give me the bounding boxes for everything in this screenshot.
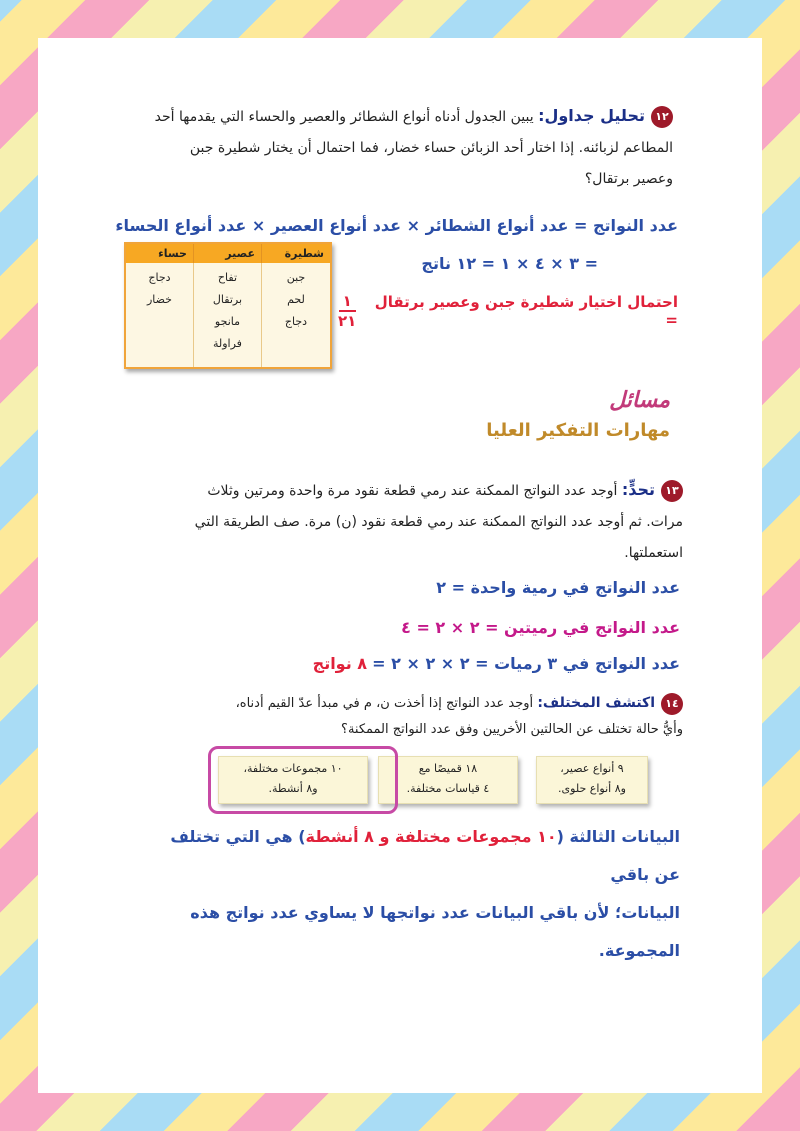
q13-answer1: عدد النواتج في رمية واحدة = ٢ (436, 578, 680, 597)
q14-answer-part1: البيانات الثالثة ( (556, 827, 680, 846)
q14-card-1-line2: و٨ أنواع حلوى. (558, 782, 626, 795)
q14-answer-highlight: ١٠ مجموعات مختلفة و ٨ أنشطة (305, 827, 557, 846)
food-table-col-juice (193, 263, 261, 368)
q14-card-2-line2: ٤ قياسات مختلفة. (406, 782, 490, 795)
q14-answer-line1 (146, 818, 680, 894)
q14-card-2-line1: ١٨ قميصًا مع (418, 762, 478, 775)
table-cell: دجاج (284, 315, 308, 328)
q13-text-line3: استعملتها. (624, 545, 683, 561)
section-subtitle: مهارات التفكير العليا (486, 420, 670, 441)
table-cell: فراولة (212, 337, 242, 350)
q13-line1 (98, 474, 683, 507)
q12-text-line2: المطاعم لزبائنه. إذا اختار أحد الزبائن حساء خضار، فما احتمال أن يختار شطيرة جبن (189, 140, 673, 156)
q12-prob-denominator: ٢١ (338, 312, 357, 330)
q14-answer (146, 818, 680, 970)
q14-text-line1: أوجد عدد النواتج إذا أخذت ن، م في مبدأ عدّ القيم أدناه، (235, 696, 534, 711)
food-table-header-sandwich: شطيرة (261, 243, 331, 263)
q14-title: اكتشف المختلف: (537, 695, 655, 711)
q14-card-3-line2: و٨ أنشطة. (268, 782, 318, 795)
food-table-row (125, 263, 331, 368)
q14-answer-line2: البيانات؛ لأن باقي البيانات عدد نواتجها لا يساوي عدد نواتج هذه المجموعة. (190, 903, 680, 960)
q14-card-2 (378, 756, 518, 804)
q14-text-line2: وأيُّ حالة تختلف عن الحالتين الأخريين وفق عدد النواتج الممكنة؟ (341, 722, 683, 737)
q14-line1 (188, 690, 683, 717)
q13-title: تحدٍّ: (621, 480, 655, 499)
q12-number-badge: ١٢ (651, 106, 673, 128)
q14-number-badge: ١٤ (661, 693, 683, 715)
table-cell: لحم (287, 293, 305, 306)
q13-block (98, 474, 683, 569)
q13-answer3 (238, 654, 680, 673)
table-cell: دجاج (148, 271, 171, 284)
table-cell: خضار (146, 293, 172, 306)
q13-answer3-main: عدد النواتج في ٣ رميات = ٢ × ٢ × ٢ = (372, 654, 680, 673)
q14-answer-highlight-box (208, 746, 398, 814)
food-table-col-soup (125, 263, 193, 368)
q12-probability (338, 292, 678, 330)
table-cell: جبن (286, 271, 306, 284)
q14-answer-part2: ) هي التي تختلف عن باقي (170, 827, 680, 884)
food-table (124, 242, 332, 369)
q12-answer-line1: عدد النواتج = عدد أنواع الشطائر × عدد أنواع العصير × عدد أنواع الحساء (115, 216, 678, 235)
q14-card-1 (536, 756, 648, 804)
q12-prob-numerator: ١ (339, 292, 356, 312)
page (38, 38, 762, 1093)
q12-prob-fraction (338, 292, 356, 330)
q12-prob-label: احتمال اختيار شطيرة جبن وعصير برتقال = (374, 293, 678, 329)
table-cell: مانجو (214, 315, 240, 328)
table-cell: تفاح (217, 271, 237, 284)
food-table-col-sandwich (261, 263, 331, 368)
section-title: مسائل (609, 388, 670, 413)
q13-text-line2: مرات. ثم أوجد عدد النواتج الممكنة عند رمي قطعة نقود (ن) مرة. صف الطريقة التي (194, 514, 683, 530)
food-table-header-soup: حساء (125, 243, 193, 263)
q13-text-line1: أوجد عدد النواتج الممكنة عند رمي قطعة نقود مرة واحدة ومرتين وثلاث (207, 483, 618, 499)
food-table-header-juice: عصير (193, 243, 261, 263)
q14-block (188, 690, 683, 743)
q13-answer3-result: ٨ نواتج (312, 654, 368, 673)
q12-text-line1: يبين الجدول أدناه أنواع الشطائر والعصير والحساء التي يقدمها أحد (154, 109, 534, 125)
q14-card-1-line1: ٩ أنواع عصير، (560, 762, 624, 775)
q12-answer-line2: = ٣ × ٤ × ١ = ١٢ ناتج (421, 254, 598, 273)
q12-text-line3: وعصير برتقال؟ (584, 171, 673, 187)
q12-title: تحليل جداول: (538, 106, 645, 125)
q13-answer2: عدد النواتج في رميتين = ٢ × ٢ = ٤ (401, 618, 680, 637)
food-table-header-row (125, 243, 331, 263)
q12-line1 (68, 100, 673, 133)
q14-card-3-line1: ١٠ مجموعات مختلفة، (243, 762, 343, 775)
q13-number-badge: ١٣ (661, 480, 683, 502)
table-cell: برتقال (212, 293, 243, 306)
q12-block (68, 100, 673, 195)
